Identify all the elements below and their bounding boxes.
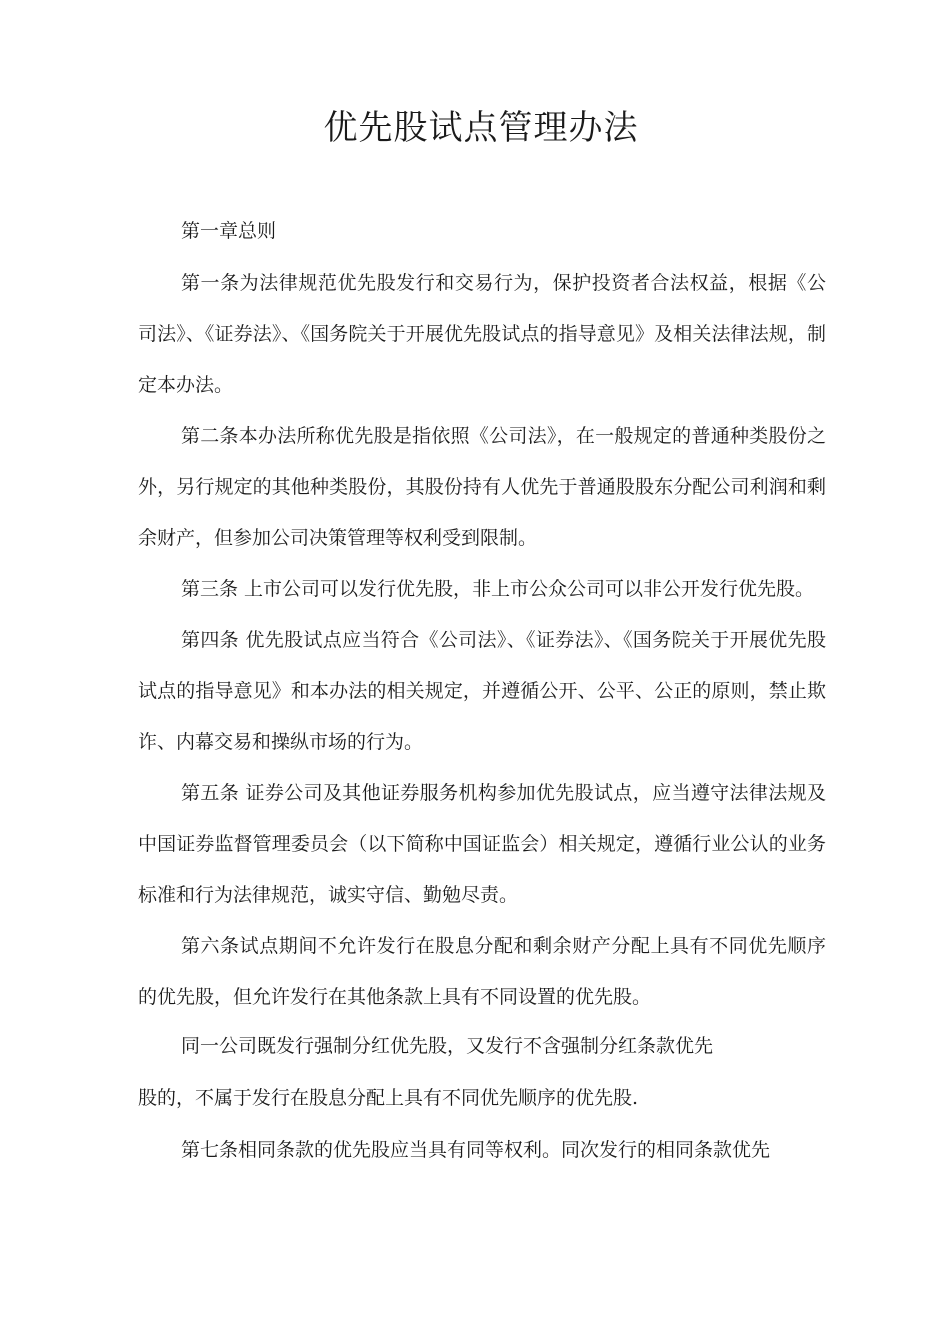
article-6-continuation-tail: 股的，不属于发行在股息分配上具有不同优先顺序的优先股. bbox=[138, 1087, 639, 1109]
article-5-paragraph: 第五条 证券公司及其他证券服务机构参加优先股试点，应当遵守法律法规及中国证券监督管理委员会（以下简称中国证监会）相关规定，遵循行业公认的业务标准和行为法律规范，诚实守信、勤勉尽责。 bbox=[138, 782, 826, 906]
article-6-continuation-line: 同一公司既发行强制分红优先股，又发行不含强制分红条款优先 bbox=[181, 1035, 714, 1057]
article-7-paragraph: 第七条相同条款的优先股应当具有同等权利。同次发行的相同条款优先 bbox=[181, 1139, 771, 1161]
document-title: 优先股试点管理办法 bbox=[323, 108, 639, 148]
chapter-heading: 第一章总则 bbox=[181, 220, 277, 242]
article-6-paragraph: 第六条试点期间不允许发行在股息分配和剩余财产分配上具有不同优先顺序的优先股，但允许发行在其他条款上具有不同设置的优先股。 bbox=[138, 935, 826, 1008]
article-4-paragraph: 第四条 优先股试点应当符合《公司法》、《证券法》、《国务院关于开展优先股试点的指导意见》和本办法的相关规定，并遵循公开、公平、公正的原则，禁止欺诈、内幕交易和操纵市场的行为。 bbox=[138, 629, 826, 753]
article-1-paragraph: 第一条为法律规范优先股发行和交易行为，保护投资者合法权益，根据《公司法》、《证券法》、《国务院关于开展优先股试点的指导意见》及相关法律法规，制定本办法。 bbox=[138, 272, 826, 396]
article-2-paragraph: 第二条本办法所称优先股是指依照《公司法》，在一般规定的普通种类股份之外，另行规定的其他种类股份，其股份持有人优先于普通股股东分配公司利润和剩余财产，但参加公司决策管理等权利受到限制。 bbox=[138, 425, 826, 549]
article-3-paragraph: 第三条 上市公司可以发行优先股，非上市公众公司可以非公开发行优先股。 bbox=[181, 578, 815, 600]
document-body bbox=[138, 208, 826, 1176]
